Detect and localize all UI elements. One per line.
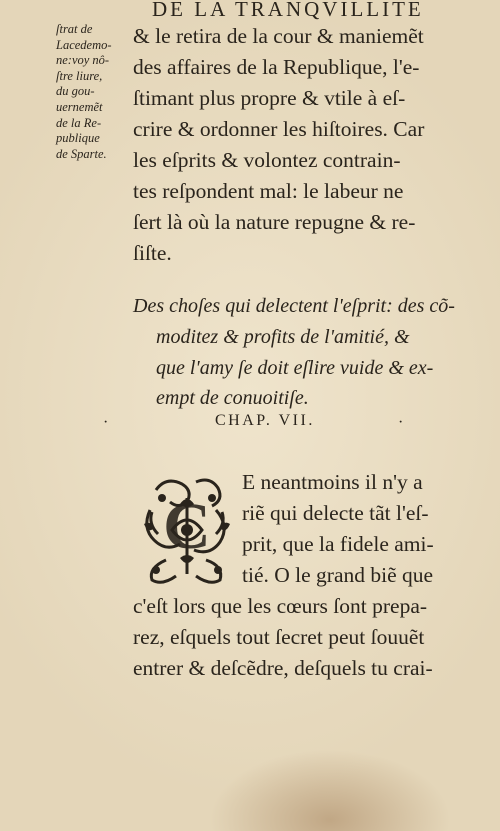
floral-ornament-icon bbox=[136, 470, 238, 588]
chapter-text-line: tié. O le grand biẽ que bbox=[242, 563, 434, 587]
body-line: ſiſte. bbox=[133, 241, 172, 265]
marginal-note-line: ne:voy nô- bbox=[56, 53, 110, 68]
chapter-text-line: prit, que la fidele ami- bbox=[242, 532, 434, 556]
signature-mark: · bbox=[103, 414, 109, 431]
marginal-note-line: ſtre liure, bbox=[56, 68, 103, 83]
marginal-note-line: ſtrat de bbox=[56, 22, 93, 36]
chapter-text-line: E neantmoins il n'y a bbox=[242, 470, 423, 494]
marginal-note-line: de Sparte. bbox=[56, 146, 107, 161]
chapter-heading: CHAP. VII. bbox=[215, 412, 315, 429]
chapter-text-line: c'eſt lors que les cœurs ſont prepa- bbox=[133, 594, 428, 618]
body-line: ſtimant plus propre & vtile à eſ- bbox=[133, 86, 406, 110]
chapter-text-line: entrer & deſcẽdre, deſquels tu crai- bbox=[133, 656, 433, 680]
marginal-note-line: publique bbox=[56, 131, 100, 146]
marginal-note-line: de la Re- bbox=[56, 115, 102, 130]
chapter-text-line: riẽ qui delecte tãt l'eſ- bbox=[242, 501, 429, 525]
marginal-note-line: Lacedemo- bbox=[56, 37, 112, 52]
marginal-note bbox=[56, 22, 126, 162]
chapter-text-line: rez, eſquels tout ſecret peut ſouuẽt bbox=[133, 625, 425, 649]
body-line: tes reſpondent mal: le labeur ne bbox=[133, 179, 404, 203]
body-line: des affaires de la Republique, l'e- bbox=[133, 55, 420, 79]
chapter-summary-line: moditez & profits de l'amitié, & bbox=[156, 326, 410, 348]
body-line: crire & ordonner les hiſtoires. Car bbox=[133, 117, 425, 141]
marginal-note-line: du gou- bbox=[56, 84, 95, 99]
signature-mark: · bbox=[398, 414, 404, 431]
chapter-summary-line: empt de conuoitiſe. bbox=[156, 387, 309, 409]
initial-letter: C bbox=[163, 490, 211, 563]
body-line: les eſprits & volontez contrain- bbox=[133, 148, 401, 172]
chapter-summary-line: Des choſes qui delectent l'eſprit: des cõ- bbox=[133, 295, 455, 317]
chapter-summary-line: que l'amy ſe doit eſlire vuide & ex- bbox=[156, 357, 434, 379]
body-line: ſert là où la nature repugne & re- bbox=[133, 210, 416, 234]
marginal-note-line: uernemẽt bbox=[56, 99, 103, 114]
body-line: & le retira de la cour & maniemẽt bbox=[133, 24, 424, 48]
running-head: DE LA TRANQVILLITE bbox=[152, 0, 424, 21]
decorated-initial bbox=[136, 470, 238, 588]
